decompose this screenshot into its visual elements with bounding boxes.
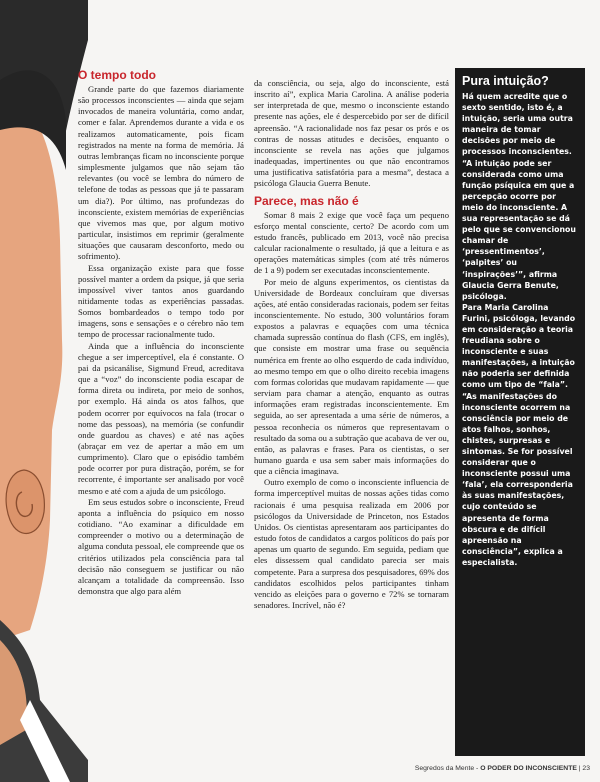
paragraph: Outro exemplo de como o inconsciente influencia de forma imperceptível muitas de nossas ações tidas como racionais é uma pesquisa realizada em 2006 por psicólogos da Universidade de Princeton, nos Estados Unidos. Os cientistas apresentaram aos participantes do estudo fotos de candidatos a cargos políticos do país por apenas um quarto de segundo. Em seguida, pediam que eles dissessem qual candidato parecia ser mais competente. Para a surpresa dos pesquisadores, 69% dos candidatos escolhidos pelos participantes tinham vencido as eleições para o governo e 72% se tornaram senadores. Incrível, não é? bbox=[254, 477, 449, 611]
sidebar-box-pura-intuicao bbox=[455, 68, 585, 756]
article-column-2 bbox=[254, 78, 449, 611]
section-heading-o-tempo-todo: O tempo todo bbox=[78, 68, 156, 82]
paragraph: Essa organização existe para que fosse possível manter a ordem da psique, já que seria impossível viver tantos anos guardando nitidamente todas as experiências passadas. Somos bombardeados o tempo todo por imagens, sons e sensações e o cérebro não tem tempo de processar racionalmente tudo. bbox=[78, 262, 244, 340]
article-column-1 bbox=[78, 68, 244, 597]
sidebar-paragraph: Para Maria Carolina Furini, psicóloga, levando em consideração a teoria freudiana sobre o inconsciente e suas manifestações, a intuição não poderia ser definida como um tipo de “fala”. “As manifestações do inconsciente ocorrem na consciência por meio de atos falhos, sonhos, chistes, surpresas e sintomas. Se for possível considerar que o inconsciente possui uma ‘fala’, ela corresponderia às suas manifestações, cujo conteúdo se apresenta de forma obscura e de difícil apreensão na consciência”, explica a especialista. bbox=[462, 302, 576, 567]
head-illustration bbox=[0, 0, 88, 782]
paragraph: Por meio de alguns experimentos, os cientistas da Universidade de Bordeaux concluíram que diversas ações, até então consideradas racionais, podem ser feitas inconscientemente. No estudo, 300 voluntários foram expostos a palavras e equações com uma técnica chamada supressão contínua do flash (CFS, em inglês), que consiste em mostrar uma frase ou sequência numérica em frente ao olho esquerdo de cada indivíduo, ao mesmo tempo em que o olho direito recebia imagens com formas coloridas que mudavam rapidamente — que serviam para chamar a atenção, enquanto as outras informações eram registradas inconscientemente. Em seguida, ao ser apresentada a uma série de números, a pessoa reconhecia os números que representavam o resultado da soma ou a subtração que acabava de ver ou, então, as palavras e frases. Para os cientistas, o ser humano guarda e usa sem saber mais informações do que a ciência imaginava. bbox=[254, 276, 449, 477]
publication-name: Segredos da Mente bbox=[414, 765, 475, 772]
paragraph: da consciência, ou seja, algo do inconsciente, está inscrito aí”, explica Maria Carolina. A análise poderia ser interpretada de que, mesmo o inconsciente estando presente nas ações, ele é despercebido por ser de difícil apreensão. “A racionalidade nos faz pesar os prós e os contras de nossas atitudes e decisões, enquanto o inconsciente se revela nas ações que julgamos inadequadas, impertinentes ou que não encontramos uma justificativa satisfatória para a mesma”, destaca a psicóloga Glaucia Guerra Benute. bbox=[254, 78, 449, 189]
paragraph: Somar 8 mais 2 exige que você faça um pequeno esforço mental consciente, certo? De acordo com um estudo francês, publicado em 2013, você não precisa calcular racionalmente o resultado, já que a leitura e as operações matemáticas simples (com até três números de 1 a 9) podem ser executadas inconscientemente. bbox=[254, 209, 449, 276]
page-footer bbox=[300, 765, 590, 772]
paragraph: Ainda que a influência do inconsciente chegue a ser imperceptível, ela é constante. O pai da psicanálise, Sigmund Freud, acreditava que a “voz” do inconsciente podia escapar de forma direta ou indireta, por meio de sonhos, por exemplo. Há ainda os atos falhos, que podem ocorrer por equívocos na fala (trocar o nome das pessoas), na memória (se confundir onde guardou as chaves) e até nas ações (abraçar em vez de apertar a mão em um cumprimento). Claro que o episódio também pode ocorrer por pura distração, porém, se for recorrente, é importante ser analisado por você mesmo e até com a ajuda de um psicólogo. bbox=[78, 340, 244, 496]
page-number: | 23 bbox=[578, 765, 590, 772]
issue-title: O PODER DO INCONSCIENTE bbox=[480, 765, 577, 772]
sidebar-title: Pura intuição? bbox=[462, 74, 549, 88]
paragraph: Grande parte do que fazemos diariamente são processos inconscientes — ainda que sejam invocados de maneira voluntária, como andar, comer e falar. Aprendemos durante a vida e os realizamos automaticamente, pois ficam registrados na mente na forma de memória. Já outras lembranças ficam no inconsciente porque simplesmente julgamos que não sejam tão relevantes (ou você se lembra do número de telefone de todas as pessoas que já te passaram um dia?). Por último, nas profundezas do inconsciente, existem memórias de experiências que vivemos mas que, por algum motivo particular, insistimos em reprimir (geralmente situações que causaram desconforto, medo ou sofrimento). bbox=[78, 84, 244, 262]
footer-separator: - bbox=[476, 765, 479, 772]
paragraph: Em seus estudos sobre o inconsciente, Freud aponta a influência do psíquico em nosso cotidiano. “Ao examinar a dificuldade em compreender o motivo ou a determinação de alguma conduta pessoal, ele compreende que os critérios utilizados pela consciência para tal decisão não conseguem se justificar ou não alcançam a totalidade da compreensão. Isso demonstra que algo para além bbox=[78, 496, 244, 597]
section-heading-parece-mas-nao-e: Parece, mas não é bbox=[254, 193, 359, 208]
sidebar-paragraph: Há quem acredite que o sexto sentido, isto é, a intuição, seria uma outra maneira de tomar decisões por meio de processos inconscientes. “A intuição pode ser considerada como uma função psíquica em que a percepção ocorre por meio do inconsciente. A sua representação se dá pelo que se convencionou chamar de ‘pressentimentos’, ‘palpites’ ou ‘inspirações’”, afirma Glaucia Gerra Benute, psicóloga. bbox=[462, 92, 576, 301]
